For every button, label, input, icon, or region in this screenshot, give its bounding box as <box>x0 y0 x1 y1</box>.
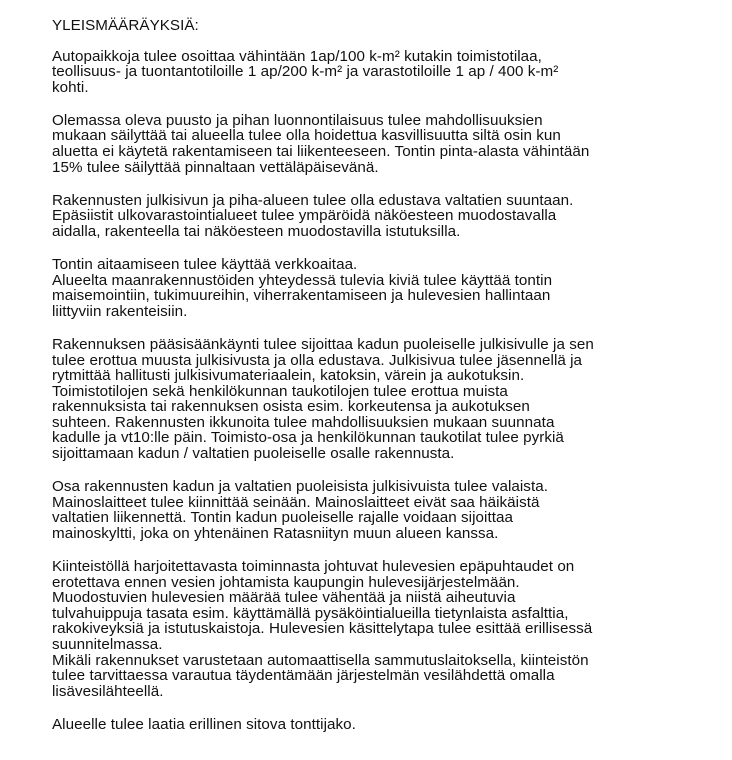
text-line: Muodostuvien hulevesien määrää tulee vähentää ja niistä aiheutuvia <box>52 589 516 607</box>
paragraph-7 <box>52 559 682 699</box>
text-line: liittyviin rakenteisiin. <box>52 302 188 320</box>
text-line: Alueelle tulee laatia erillinen sitova tonttijako. <box>52 715 356 733</box>
text-line: Tontin aitaamiseen tulee käyttää verkkoaitaa. <box>52 256 358 274</box>
text-line: rakennuksista tai rakennuksen osista esim. korkeutensa ja aukotuksen <box>52 398 530 416</box>
text-line: aluetta ei käytetä rakentamiseen tai liikenteeseen. Tontin pinta-alasta vähintään <box>52 143 590 161</box>
page-title: YLEISMÄÄRÄYKSIÄ: <box>52 17 199 34</box>
text-line: kohti. <box>52 78 89 96</box>
text-line: Kiinteistöllä harjoitettavasta toiminnasta johtuvat hulevesien epäpuhtaudet on <box>52 558 575 576</box>
text-line: Osa rakennusten kadun ja valtatien puoleisista julkisivuista tulee valaista. <box>52 478 548 496</box>
text-line: kadulle ja vt10:lle päin. Toimisto-osa ja henkilökunnan taukotilat tulee pyrkiä <box>52 429 564 447</box>
text-line: tulee tarvittaessa varautua täydentämään järjestelmän vesilähdettä omalla <box>52 667 555 685</box>
text-line: maisemointiin, tukimuureihin, viherrakentamiseen ja hulevesien hallintaan <box>52 287 551 305</box>
text-line: 15% tulee säilyttää pinnaltaan vettäläpäisevänä. <box>52 158 379 176</box>
text-line: valtatien liikennettä. Tontin kadun puoleiselle rajalle voidaan sijoittaa <box>52 509 513 527</box>
paragraph-2 <box>52 113 682 175</box>
paragraph-8 <box>52 717 682 733</box>
paragraph-5 <box>52 337 682 462</box>
text-line: aidalla, rakenteella tai näköesteen muodostavilla istutuksilla. <box>52 222 461 240</box>
text-line: Rakennusten julkisivun ja piha-alueen tulee olla edustava valtatien suuntaan. <box>52 191 574 209</box>
paragraph-1 <box>52 49 682 96</box>
text-line: mukaan säilyttää tai alueella tulee olla hoidettua kasvillisuutta siltä osin kun <box>52 127 561 145</box>
text-line: Alueelta maanrakennustöiden yhteydessä tulevia kiviä tulee käyttää tontin <box>52 271 553 289</box>
text-line: Epäsiistit ulkovarastointialueet tulee ympäröidä näköesteen muodostavalla <box>52 207 557 225</box>
text-line: rytmittää hallitusti julkisivumateriaalein, katoksin, värein ja aukotuksin. <box>52 367 525 385</box>
text-line: rakokiveyksiä ja istutuskaistoja. Hulevesien käsittelytapa tulee esittää erillisessä <box>52 620 593 638</box>
text-line: Autopaikkoja tulee osoittaa vähintään 1ap/100 k-m² kutakin toimistotilaa, <box>52 47 542 65</box>
text-line: Mikäli rakennukset varustetaan automaattisella sammutuslaitoksella, kiinteistön <box>52 651 589 669</box>
text-line: Olemassa oleva puusto ja pihan luonnontilaisuus tulee mahdollisuuksien <box>52 111 543 129</box>
paragraph-4 <box>52 257 682 319</box>
paragraph-3 <box>52 193 682 240</box>
text-line: tulee erottua muusta julkisivusta ja olla edustava. Julkisivua tulee jäsennellä ja <box>52 351 583 369</box>
text-line: mainoskyltti, joka on yhtenäinen Ratasniityn muun alueen kanssa. <box>52 524 499 542</box>
paragraph-6 <box>52 479 682 541</box>
text-line: tulvahuippuja tasata esim. käyttämällä pysäköintialueilla tietynlaista asfalttia, <box>52 604 569 622</box>
text-line: Rakennuksen pääsisäänkäynti tulee sijoittaa kadun puoleiselle julkisivulle ja sen <box>52 335 594 353</box>
text-line: erotettava ennen vesien johtamista kaupungin hulevesijärjestelmään. <box>52 573 520 591</box>
document-page <box>52 18 682 750</box>
text-line: suhteen. Rakennusten ikkunoita tulee mahdollisuuksien mukaan suunnata <box>52 413 555 431</box>
text-line: teollisuus- ja tuontantotiloille 1 ap/200 k-m² ja varastotiloille 1 ap / 400 k-m² <box>52 63 559 81</box>
text-line: suunnitelmassa. <box>52 636 163 653</box>
text-line: Mainoslaitteet tulee kiinnittää seinään. Mainoslaitteet eivät saa häikäistä <box>52 493 540 511</box>
text-line: lisävesilähteellä. <box>52 682 164 700</box>
text-line: sijoittamaan kadun / valtatien puoleiselle osalle rakennusta. <box>52 445 455 463</box>
paragraph-list <box>52 49 682 733</box>
text-line: Toimistotilojen sekä henkilökunnan taukotilojen tulee erottua muista <box>52 382 508 400</box>
